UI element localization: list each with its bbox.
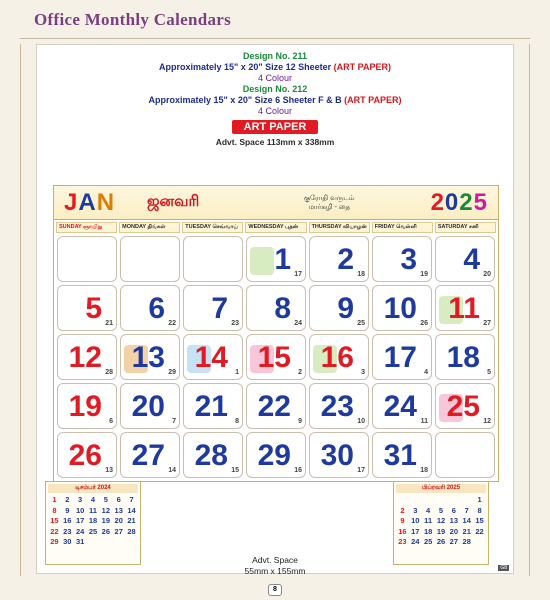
day-number: 31	[383, 439, 417, 472]
advt-space-size: Advt. Space 113mm x 338mm	[215, 137, 335, 147]
tamil-date: 3	[361, 369, 365, 376]
tamil-date: 20	[483, 271, 491, 278]
day-number: 12	[68, 341, 102, 374]
mini-day: 20	[449, 526, 459, 536]
day-cell	[435, 334, 495, 380]
tamil-date: 18	[357, 271, 365, 278]
day-number: 28	[194, 439, 228, 472]
mini-day: 22	[475, 526, 484, 536]
tamil-date: 23	[231, 320, 239, 327]
tamil-date: 17	[357, 467, 365, 474]
tamil-months: மார்கழி - தை	[308, 204, 351, 211]
mini-day: 19	[436, 526, 446, 536]
mini-day: 29	[50, 537, 59, 546]
mini-day: 10	[411, 516, 420, 525]
left-border-line	[20, 44, 21, 576]
mini-day: 4	[90, 495, 96, 504]
mini-day: 14	[462, 516, 471, 525]
mini-day: 25	[423, 537, 433, 546]
day-number: 4	[463, 243, 480, 276]
mini-day: 1	[52, 495, 57, 504]
mini-day: 8	[52, 505, 57, 515]
day-number: 24	[383, 390, 417, 423]
mini-day: 16	[63, 516, 72, 525]
tamil-date: 10	[357, 418, 365, 425]
day-cell	[183, 383, 243, 429]
day-number: 6	[148, 292, 165, 325]
tamil-date: 26	[420, 320, 428, 327]
month-letter-3: N	[96, 188, 116, 216]
day-cell	[309, 236, 369, 282]
mini-blank	[396, 495, 409, 506]
mini-day: 6	[451, 505, 456, 515]
month-english	[64, 189, 115, 217]
day-cell	[120, 285, 180, 331]
mini-day: 28	[462, 537, 471, 546]
tamil-year-info	[304, 194, 355, 212]
mini-day: 26	[436, 537, 446, 546]
day-cell	[246, 236, 306, 282]
year	[431, 189, 488, 217]
mini-blank	[460, 495, 473, 506]
design-size-212: Approximately 15" x 20" Size 6 Sheeter F & B	[148, 95, 345, 105]
weekday-label: SUNDAY ஞாயிறு	[56, 222, 117, 233]
mini-day: 6	[116, 495, 121, 504]
day-cell	[246, 285, 306, 331]
tamil-year-name: குரோதி வருடம்	[304, 195, 355, 202]
day-cell	[120, 383, 180, 429]
mini-day: 26	[101, 526, 111, 536]
month-header	[54, 186, 498, 220]
page-number: 8	[268, 584, 282, 596]
month-tamil: ஜனவரி	[147, 193, 200, 210]
mini-day: 7	[129, 495, 134, 504]
mini-calendar-next	[393, 481, 489, 565]
tamil-date: 4	[424, 369, 428, 376]
corner-code: G8	[500, 565, 507, 571]
design-info	[37, 45, 513, 147]
day-cell	[57, 383, 117, 429]
empty-day-cell	[120, 236, 180, 282]
tamil-date: 18	[420, 467, 428, 474]
day-number: 15	[257, 341, 291, 374]
art-paper-badge: ART PAPER	[232, 120, 319, 134]
tamil-date: 7	[172, 418, 176, 425]
day-cell	[372, 285, 432, 331]
day-cell	[372, 334, 432, 380]
day-number: 14	[194, 341, 228, 374]
day-number: 21	[194, 390, 228, 423]
mini-day: 18	[423, 526, 433, 536]
mini-day: 31	[75, 537, 85, 546]
mini-day: 3	[78, 495, 83, 504]
mini-calendar-days	[396, 495, 486, 548]
mini-day: 12	[436, 516, 446, 525]
day-number: 3	[400, 243, 417, 276]
mini-day: 13	[449, 516, 459, 525]
weekday-label: THURSDAY வியாழன்	[309, 222, 370, 233]
mini-day: 22	[50, 526, 59, 536]
tamil-date: 19	[420, 271, 428, 278]
day-cell	[57, 432, 117, 478]
empty-day-cell	[57, 236, 117, 282]
month-calendar	[53, 185, 499, 482]
day-number: 13	[131, 341, 165, 374]
mini-calendar-days	[48, 495, 138, 548]
mini-day: 24	[75, 526, 85, 536]
empty-day-cell	[183, 236, 243, 282]
day-cell	[183, 334, 243, 380]
colour-212: 4 Colour	[257, 106, 293, 116]
day-number: 26	[68, 439, 102, 472]
weekday-label: FRIDAY வெள்ளி	[372, 222, 433, 233]
mini-day: 2	[65, 495, 70, 504]
tamil-date: 17	[294, 271, 302, 278]
mini-calendar-title: டிசம்பர் 2024	[48, 484, 138, 493]
right-border-line	[529, 44, 530, 576]
festival-illustration	[250, 247, 274, 275]
calendar-sheet	[36, 44, 514, 574]
day-number: 22	[257, 390, 291, 423]
day-cell	[435, 383, 495, 429]
tamil-date: 12	[483, 418, 491, 425]
mini-day: 21	[127, 516, 136, 525]
mini-day: 16	[398, 526, 407, 536]
mini-day: 28	[127, 526, 136, 536]
day-grid	[54, 233, 498, 481]
day-number: 17	[383, 341, 417, 374]
year-digit-1: 2	[430, 189, 445, 216]
advt-space-label: Advt. Space	[252, 555, 298, 565]
day-cell	[183, 285, 243, 331]
mini-day: 17	[75, 516, 85, 525]
design-description-212	[37, 95, 513, 106]
day-cell	[309, 432, 369, 478]
day-cell	[120, 334, 180, 380]
mini-blank	[409, 495, 422, 506]
mini-day: 5	[103, 495, 108, 504]
tamil-date: 27	[483, 320, 491, 327]
mini-blank	[435, 495, 448, 506]
weekday-label: TUESDAY செவ்வாய்	[182, 222, 243, 233]
colour-211: 4 Colour	[257, 73, 293, 83]
advt-space-dimensions: 55mm x 155mm	[244, 566, 306, 576]
weekday-label: MONDAY திங்கள்	[119, 222, 180, 233]
day-cell	[183, 432, 243, 478]
mini-day: 15	[50, 516, 59, 525]
day-number: 20	[131, 390, 165, 423]
mini-day: 18	[88, 516, 98, 525]
header-divider	[20, 38, 530, 39]
tamil-date: 8	[235, 418, 239, 425]
tamil-date: 29	[168, 369, 176, 376]
day-number: 1	[274, 243, 291, 276]
design-description-211	[37, 62, 513, 73]
year-digit-3: 2	[459, 189, 474, 216]
mini-day: 11	[89, 505, 97, 515]
mini-day: 8	[477, 505, 482, 515]
day-cell	[246, 432, 306, 478]
weekday-label: WEDNESDAY புதன்	[245, 222, 306, 233]
day-number: 18	[446, 341, 480, 374]
mini-day: 5	[438, 505, 444, 515]
mini-day: 23	[398, 537, 407, 546]
month-letter-1: J	[64, 188, 79, 216]
day-number: 10	[383, 292, 417, 325]
mini-day: 3	[413, 505, 418, 515]
tamil-date: 15	[231, 467, 239, 474]
day-number: 27	[131, 439, 165, 472]
paper-tag-212: (ART PAPER)	[344, 95, 402, 105]
day-cell	[246, 383, 306, 429]
tamil-date: 5	[487, 369, 491, 376]
day-number: 2	[337, 243, 354, 276]
tamil-date: 2	[298, 369, 302, 376]
tamil-date: 1	[235, 369, 239, 376]
mini-day: 2	[400, 505, 405, 515]
day-number: 19	[68, 390, 102, 423]
day-number: 23	[320, 390, 354, 423]
day-cell	[57, 285, 117, 331]
day-number: 11	[448, 292, 480, 325]
day-cell	[120, 432, 180, 478]
mini-day: 1	[477, 495, 482, 504]
day-cell	[372, 236, 432, 282]
mini-day: 25	[88, 526, 98, 536]
empty-day-cell	[435, 432, 495, 478]
tamil-date: 6	[109, 418, 113, 425]
day-cell	[309, 383, 369, 429]
mini-day: 9	[400, 516, 405, 525]
mini-day: 10	[75, 505, 85, 515]
tamil-date: 9	[298, 418, 302, 425]
day-cell	[435, 285, 495, 331]
tamil-date: 16	[294, 467, 302, 474]
mini-day: 20	[114, 516, 123, 525]
mini-calendar-title: பிப்ரவரி 2025	[396, 484, 486, 493]
mini-day: 11	[424, 516, 433, 525]
day-cell	[435, 236, 495, 282]
day-number: 7	[211, 292, 228, 325]
page-title: Office Monthly Calendars	[34, 10, 232, 29]
tamil-date: 28	[105, 369, 113, 376]
mini-blank	[422, 495, 435, 506]
mini-day: 7	[464, 505, 469, 515]
mini-day: 14	[127, 505, 136, 515]
day-number: 30	[320, 439, 354, 472]
mini-day: 9	[65, 505, 70, 515]
day-cell	[372, 383, 432, 429]
year-digit-2: 0	[444, 189, 460, 216]
day-cell	[309, 285, 369, 331]
mini-blank	[447, 495, 460, 506]
month-letter-2: A	[78, 188, 97, 216]
year-digit-4: 5	[473, 189, 488, 216]
weekday-header	[54, 220, 498, 233]
day-number: 5	[85, 292, 102, 325]
page-header	[0, 0, 550, 40]
day-number: 9	[337, 292, 354, 325]
tamil-date: 22	[168, 320, 176, 327]
mini-day: 4	[426, 505, 431, 515]
mini-day: 27	[449, 537, 459, 546]
paper-tag-211: (ART PAPER)	[333, 62, 391, 72]
design-number-212: Design No. 212	[242, 84, 308, 94]
mini-day: 15	[475, 516, 484, 525]
tamil-date: 14	[168, 467, 176, 474]
mini-day: 17	[411, 526, 420, 536]
tamil-date: 25	[357, 320, 365, 327]
day-number: 25	[446, 390, 480, 423]
mini-day: 27	[114, 526, 123, 536]
mini-day: 23	[63, 526, 72, 536]
mini-day: 13	[114, 505, 123, 515]
mini-day: 30	[63, 537, 72, 546]
day-cell	[309, 334, 369, 380]
day-number: 16	[320, 341, 354, 374]
tamil-date: 11	[420, 418, 428, 425]
day-number: 8	[274, 292, 291, 325]
weekday-label: SATURDAY சனி	[435, 222, 496, 233]
mini-day: 12	[101, 505, 111, 515]
day-cell	[57, 334, 117, 380]
mini-day: 21	[462, 526, 471, 536]
tamil-date: 13	[105, 467, 113, 474]
day-cell	[246, 334, 306, 380]
tamil-date: 24	[294, 320, 302, 327]
day-cell	[372, 432, 432, 478]
mini-day: 24	[411, 537, 420, 546]
day-number: 29	[257, 439, 291, 472]
design-number-211: Design No. 211	[242, 51, 308, 61]
tamil-date: 21	[105, 320, 113, 327]
design-size-211: Approximately 15" x 20" Size 12 Sheeter	[159, 62, 334, 72]
mini-day: 19	[101, 516, 111, 525]
mini-calendar-previous	[45, 481, 141, 565]
